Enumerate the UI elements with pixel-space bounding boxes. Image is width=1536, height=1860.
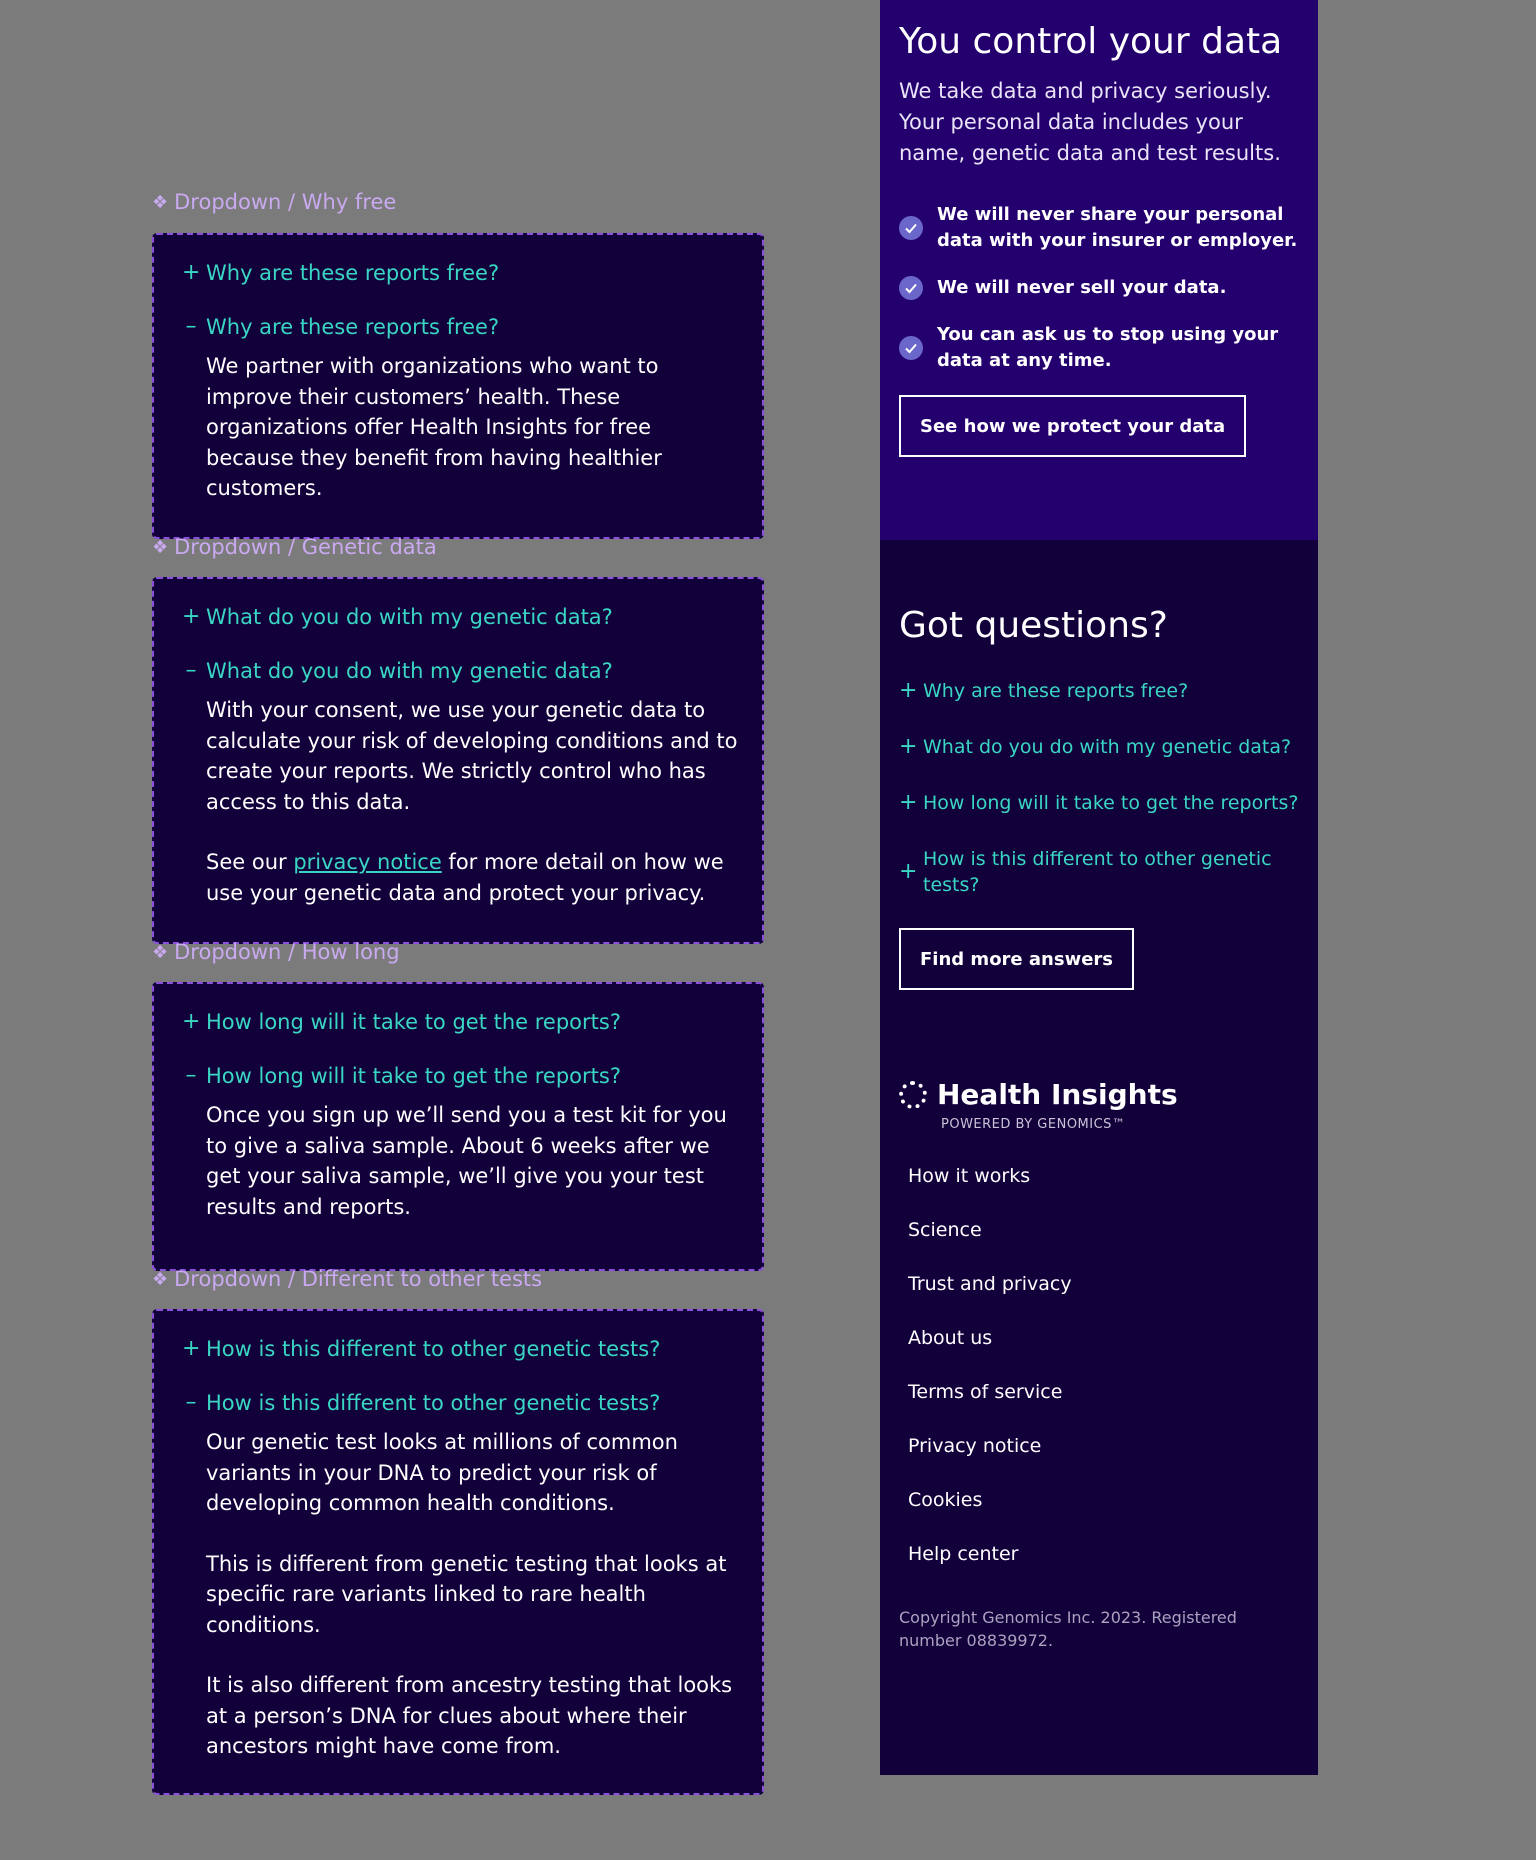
footer-link-terms[interactable]: Terms of service	[908, 1381, 1063, 1403]
check-item	[899, 275, 1300, 301]
question-text: How long will it take to get the reports?	[206, 1064, 621, 1088]
minus-icon: –	[185, 658, 197, 683]
component-label	[152, 535, 437, 559]
minus-icon: –	[185, 1390, 197, 1415]
check-list	[899, 202, 1300, 374]
plus-icon: +	[182, 260, 201, 285]
faq-item[interactable]	[899, 790, 1300, 816]
dropdown-expanded[interactable]	[182, 1389, 738, 1417]
dropdown-different-tests	[152, 1309, 764, 1795]
component-label-text: Dropdown / Different to other tests	[174, 1267, 543, 1291]
dropdown-expanded[interactable]	[182, 313, 738, 341]
component-diamond-icon: ❖	[152, 941, 169, 963]
text: for more detail on how we use your genetic data and protect your privacy.	[206, 850, 724, 905]
component-label-text: Dropdown / How long	[174, 940, 400, 964]
component-diamond-icon: ❖	[152, 536, 169, 558]
question-text: What do you do with my genetic data?	[206, 605, 613, 629]
footer-link-trust-privacy[interactable]: Trust and privacy	[908, 1273, 1072, 1295]
plus-icon: +	[182, 1336, 201, 1361]
check-text: We will never sell your data.	[937, 277, 1227, 298]
question-text: What do you do with my genetic data?	[206, 659, 613, 683]
brand-logo[interactable]	[899, 1078, 1300, 1111]
question-text: Why are these reports free?	[206, 261, 500, 285]
text: See our	[206, 850, 294, 874]
footer-nav	[908, 1164, 1300, 1566]
faq-text: What do you do with my genetic data?	[923, 736, 1292, 758]
footer-link-help-center[interactable]: Help center	[908, 1543, 1019, 1565]
question-text: Why are these reports free?	[206, 315, 500, 339]
dropdown-why-free	[152, 233, 764, 539]
question-text: How is this different to other genetic tests?	[206, 1337, 661, 1361]
component-label	[152, 190, 396, 214]
answer-paragraph: This is different from genetic testing that looks at specific rare variants linked to rare health conditions.	[206, 1551, 727, 1637]
check-text: You can ask us to stop using your data at any time.	[937, 324, 1279, 371]
dropdown-collapsed[interactable]	[182, 259, 738, 287]
answer-paragraph: Once you sign up we’ll send you a test kit for you to give a saliva sample. About 6 weeks after we get your saliva sample, we’ll give you your test results and reports.	[206, 1103, 727, 1219]
component-label	[152, 1267, 542, 1291]
minus-icon: –	[185, 1063, 197, 1088]
component-label-text: Dropdown / Why free	[174, 190, 397, 214]
panel-intro: We take data and privacy seriously. Your personal data includes your name, genetic data and test results.	[899, 79, 1281, 165]
component-diamond-icon: ❖	[152, 1268, 169, 1290]
answer-paragraph: Our genetic test looks at millions of common variants in your DNA to predict your risk of developing common health conditions.	[206, 1430, 678, 1515]
powered-by: POWERED BY GENOMICS™	[941, 1117, 1126, 1132]
questions-panel	[880, 540, 1318, 1775]
faq-text: How long will it take to get the reports?	[923, 792, 1299, 814]
data-control-panel	[880, 0, 1318, 540]
answer	[206, 1427, 738, 1762]
plus-icon: +	[899, 859, 918, 884]
footer-link-about-us[interactable]: About us	[908, 1327, 993, 1349]
component-label	[152, 940, 400, 964]
privacy-notice-link[interactable]: privacy notice	[293, 850, 442, 874]
question-text: How long will it take to get the reports?	[206, 1010, 621, 1034]
footer-link-privacy-notice[interactable]: Privacy notice	[908, 1435, 1042, 1457]
protect-data-button[interactable]: See how we protect your data	[899, 395, 1246, 457]
dropdown-how-long	[152, 982, 764, 1271]
checkmark-icon	[899, 216, 923, 240]
find-answers-button[interactable]: Find more answers	[899, 928, 1134, 990]
answer-paragraph: We partner with organizations who want to improve their customers’ health. These organizations offer Health Insights for free because they benefit from having healthier customers.	[206, 354, 662, 500]
panel-title: You control your data	[899, 21, 1283, 62]
plus-icon: +	[899, 734, 918, 759]
check-text: We will never share your personal data with your insurer or employer.	[937, 204, 1298, 251]
brand-name: Health Insights	[937, 1078, 1178, 1111]
footer-link-cookies[interactable]: Cookies	[908, 1489, 983, 1511]
question-text: How is this different to other genetic tests?	[206, 1391, 661, 1415]
faq-item[interactable]	[899, 846, 1300, 898]
answer	[206, 351, 738, 504]
component-diamond-icon: ❖	[152, 191, 169, 213]
faq-list	[899, 678, 1300, 898]
answer-paragraph: It is also different from ancestry testing that looks at a person’s DNA for clues about where their ancestors might have come from.	[206, 1673, 733, 1758]
footer-link-how-it-works[interactable]: How it works	[908, 1165, 1031, 1187]
answer	[206, 1100, 738, 1222]
logo-ring-icon	[899, 1081, 927, 1109]
faq-text: Why are these reports free?	[923, 680, 1189, 702]
checkmark-icon	[899, 276, 923, 300]
minus-icon: –	[185, 314, 197, 339]
faq-text: How is this different to other genetic tests?	[923, 848, 1272, 896]
check-item	[899, 202, 1300, 254]
answer	[206, 695, 738, 908]
dropdown-collapsed[interactable]	[182, 1335, 738, 1363]
faq-item[interactable]	[899, 734, 1300, 760]
panel-title: Got questions?	[899, 605, 1168, 646]
check-item	[899, 322, 1300, 374]
plus-icon: +	[182, 1009, 201, 1034]
dropdown-collapsed[interactable]	[182, 1008, 738, 1036]
dropdown-genetic-data	[152, 577, 764, 944]
checkmark-icon	[899, 336, 923, 360]
footer-link-science[interactable]: Science	[908, 1219, 982, 1241]
answer-paragraph	[206, 847, 738, 908]
plus-icon: +	[899, 790, 918, 815]
copyright: Copyright Genomics Inc. 2023. Registered number 08839972.	[899, 1608, 1237, 1650]
answer-paragraph: With your consent, we use your genetic data to calculate your risk of developing conditions and to create your reports. We strictly control who has access to this data.	[206, 698, 738, 814]
dropdown-expanded[interactable]	[182, 1062, 738, 1090]
component-label-text: Dropdown / Genetic data	[174, 535, 437, 559]
plus-icon: +	[899, 678, 918, 703]
dropdown-collapsed[interactable]	[182, 603, 738, 631]
plus-icon: +	[182, 604, 201, 629]
faq-item[interactable]	[899, 678, 1300, 704]
dropdown-expanded[interactable]	[182, 657, 738, 685]
